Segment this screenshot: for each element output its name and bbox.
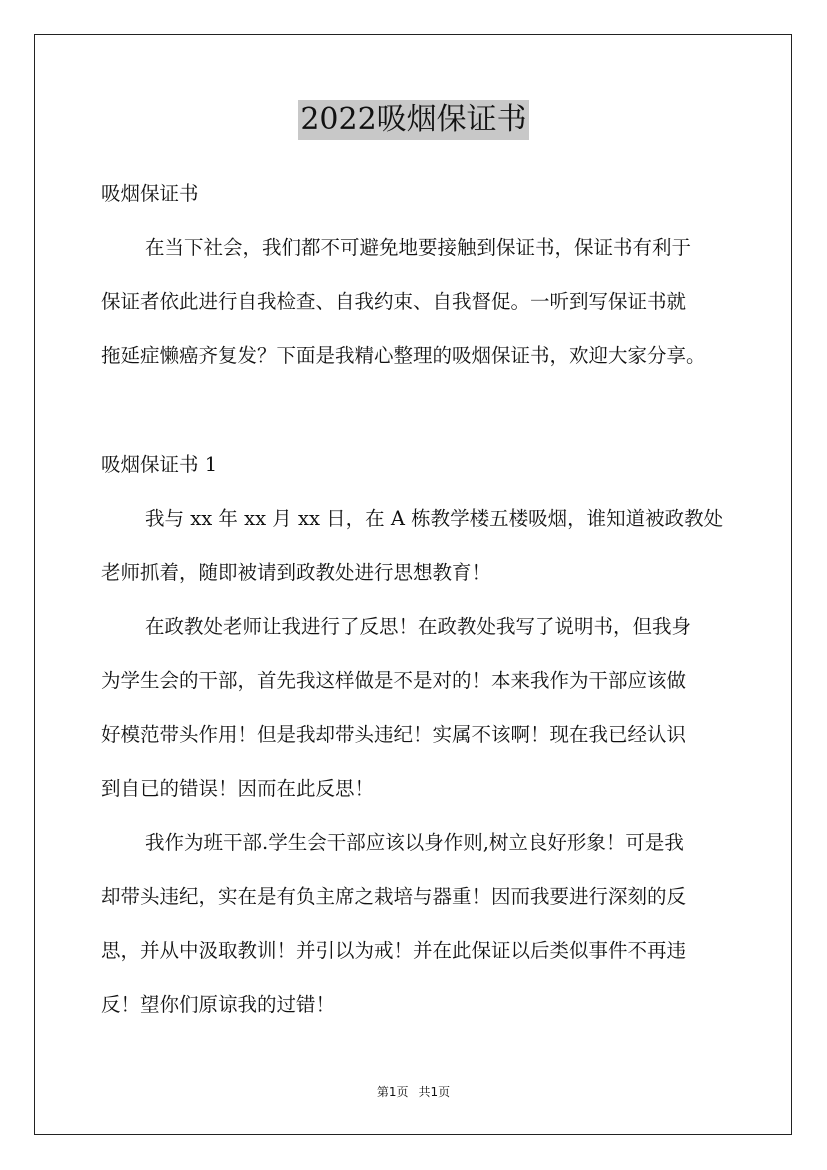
intro-line: 保证者依此进行自我检查、自我约束、自我督促。一听到写保证书就 (101, 290, 687, 313)
document-title: 2022吸烟保证书 (298, 100, 528, 140)
section-heading: 吸烟保证书 1 (101, 453, 218, 476)
intro-line: 拖延症懒癌齐复发？下面是我精心整理的吸烟保证书，欢迎大家分享。 (101, 344, 706, 367)
paragraph2-line: 在政教处老师让我进行了反思！在政教处我写了说明书，但我身 (145, 615, 692, 638)
paragraph2-line: 到自已的错误！因而在此反思！ (101, 777, 375, 800)
paragraph1-line: 老师抓着，随即被请到政教处进行思想教育！ (101, 561, 492, 584)
paragraph2-line: 为学生会的干部，首先我这样做是不是对的！本来我作为干部应该做 (101, 669, 687, 692)
page-total: 共1页 (418, 1085, 451, 1099)
title-container (0, 100, 827, 140)
intro-line: 在当下社会，我们都不可避免地要接触到保证书，保证书有利于 (145, 236, 692, 259)
paragraph3-line: 我作为班干部.学生会干部应该以身作则,树立良好形象！可是我 (145, 831, 684, 854)
page-footer (0, 1084, 827, 1100)
paragraph3-line: 反！望你们原谅我的过错！ (101, 993, 336, 1016)
page-number: 第1页 (376, 1085, 409, 1099)
paragraph3-line: 思，并从中汲取教训！并引以为戒！并在此保证以后类似事件不再违 (101, 939, 687, 962)
paragraph1-line: 我与 xx 年 xx 月 xx 日，在 A 栋教学楼五楼吸烟，谁知道被政教处 (145, 507, 724, 530)
intro-heading: 吸烟保证书 (101, 182, 199, 205)
paragraph3-line: 却带头违纪，实在是有负主席之栽培与器重！因而我要进行深刻的反 (101, 885, 687, 908)
paragraph2-line: 好模范带头作用！但是我却带头违纪！实属不该啊！现在我已经认识 (101, 723, 687, 746)
